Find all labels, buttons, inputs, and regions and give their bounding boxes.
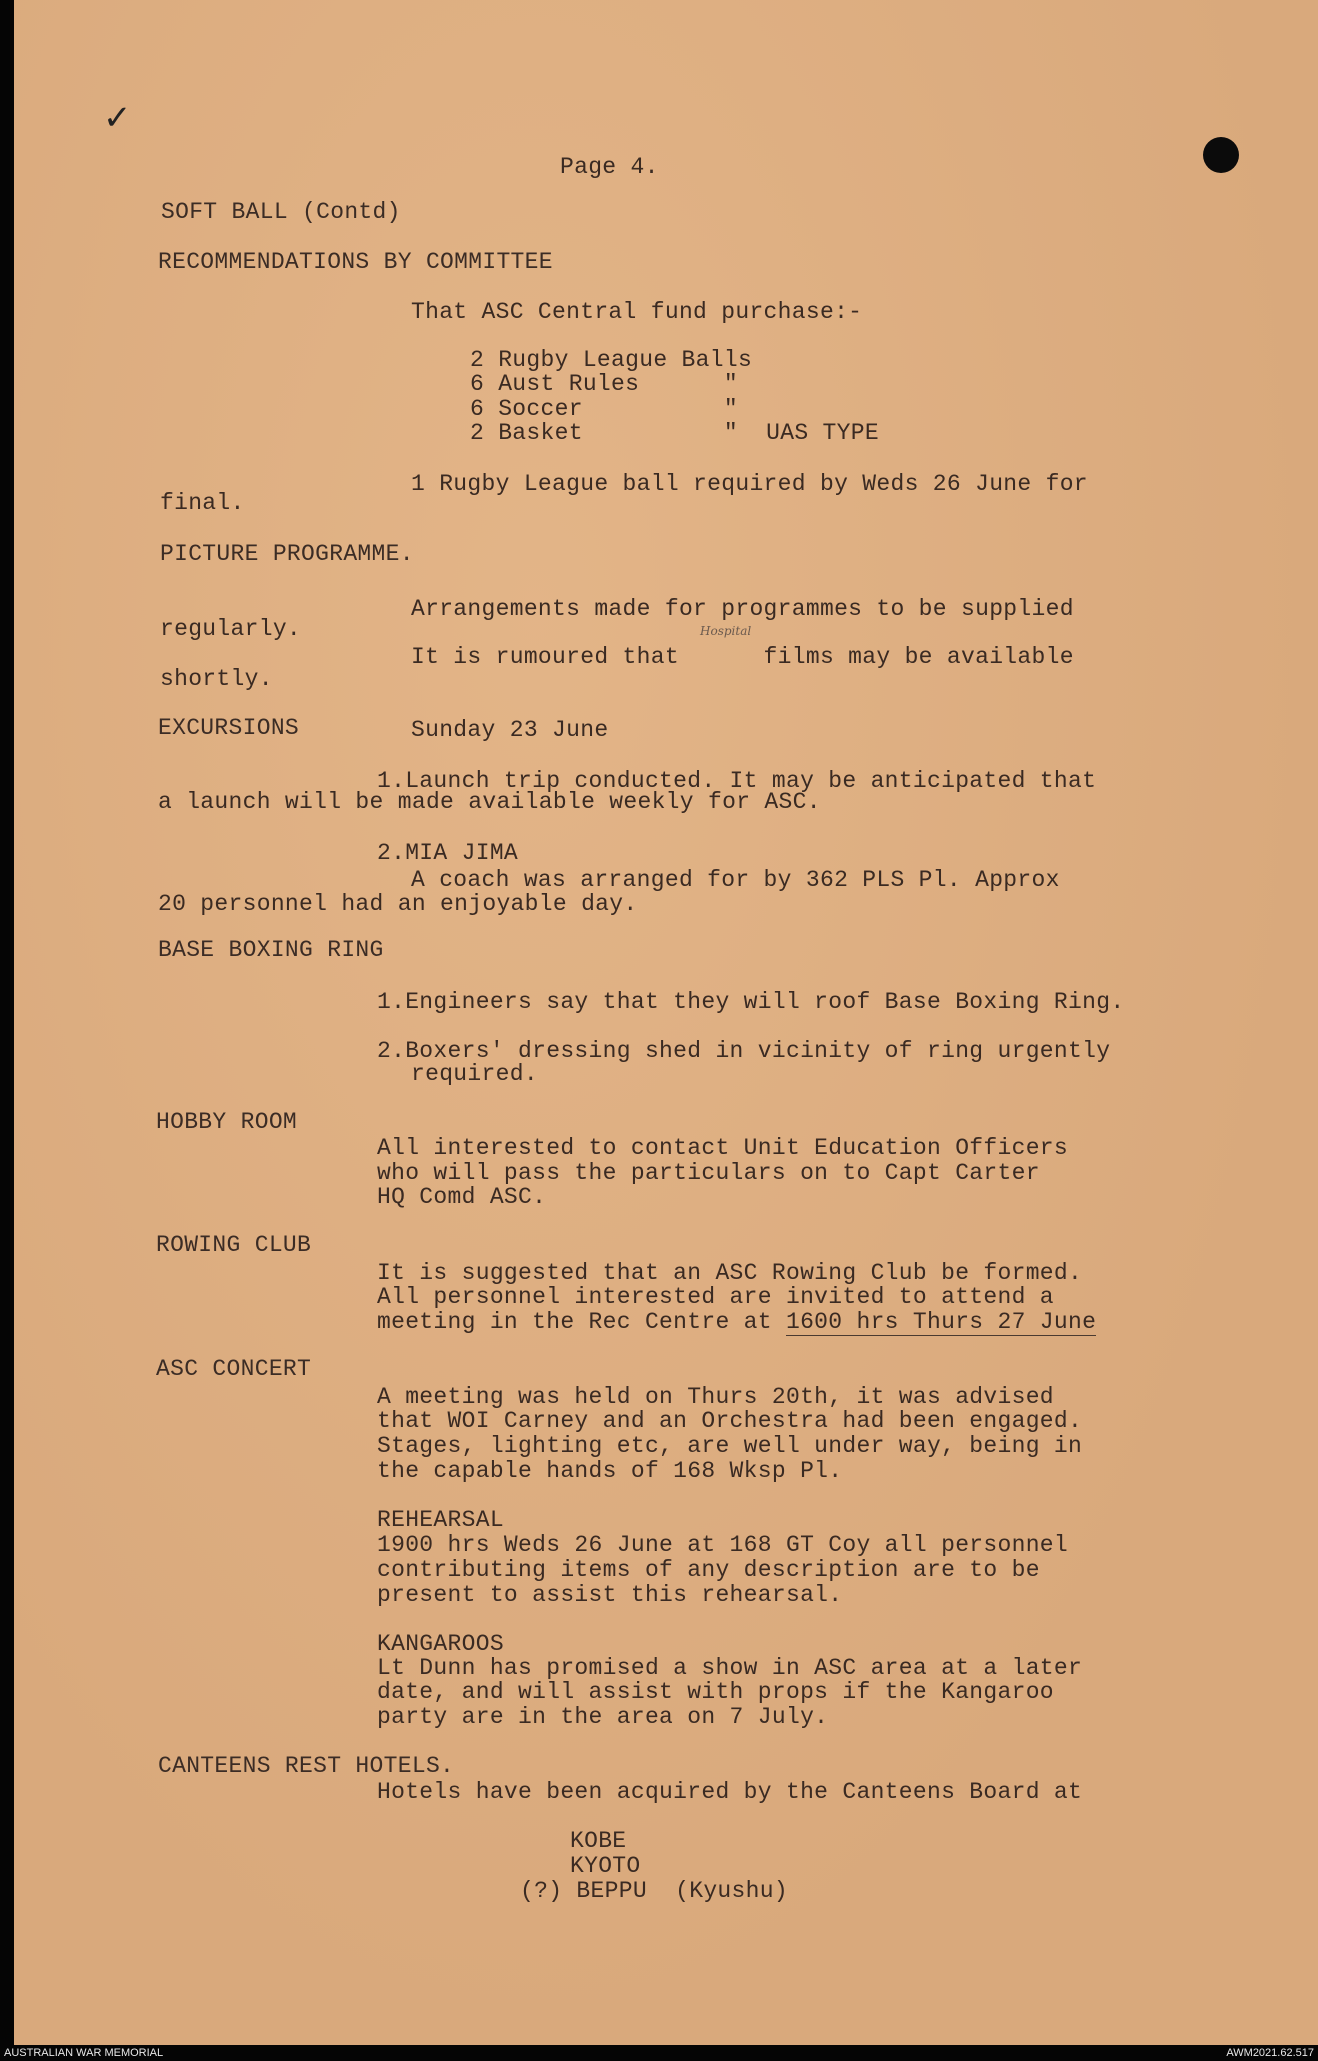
recommendation-note: final. — [160, 490, 245, 516]
asc-concert-text: the capable hands of 168 Wksp Pl. — [377, 1458, 843, 1484]
kangaroos-text: Lt Dunn has promised a show in ASC area at a later — [377, 1655, 1083, 1681]
kangaroos-title: KANGAROOS — [377, 1631, 504, 1657]
recommendations-intro: That ASC Central fund purchase:- — [411, 299, 863, 325]
hotel-location: (?) BEPPU (Kyushu) — [520, 1878, 788, 1904]
rowing-club-heading: ROWING CLUB — [156, 1232, 312, 1258]
purchase-item: 6 Aust Rules " — [470, 371, 738, 397]
excursions-text: 20 personnel had an enjoyable day. — [158, 891, 638, 917]
asc-concert-text: that WOI Carney and an Orchestra had been engaged. — [377, 1408, 1083, 1434]
canteens-text: Hotels have been acquired by the Canteens Board at — [377, 1779, 1083, 1805]
excursions-text: 1.Launch trip conducted. It may be anticipated that — [377, 768, 1097, 794]
soft-ball-heading: SOFT BALL (Contd) — [161, 199, 401, 225]
excursions-date: Sunday 23 June — [411, 717, 609, 743]
rowing-club-text: All personnel interested are invited to attend a — [377, 1284, 1054, 1310]
purchase-item: 2 Basket " UAS TYPE — [470, 420, 879, 446]
kangaroos-text: date, and will assist with props if the Kangaroo — [377, 1679, 1054, 1705]
hobby-room-heading: HOBBY ROOM — [156, 1109, 298, 1135]
punch-hole — [1203, 137, 1239, 173]
recommendation-note: 1 Rugby League ball required by Weds 26 June for — [411, 471, 1088, 497]
recommendations-heading: RECOMMENDATIONS BY COMMITTEE — [158, 249, 553, 275]
canteens-heading: CANTEENS REST HOTELS. — [158, 1753, 455, 1779]
picture-programme-text: Arrangements made for programmes to be supplied — [411, 596, 1074, 622]
hotel-location: KYOTO — [570, 1853, 641, 1879]
archive-credit: AUSTRALIAN WAR MEMORIAL — [4, 2047, 164, 2059]
picture-programme-text: It is rumoured that films may be available — [411, 644, 1074, 670]
picture-programme-text: shortly. — [160, 666, 273, 692]
page-number: Page 4. — [560, 154, 659, 180]
asc-concert-heading: ASC CONCERT — [156, 1356, 312, 1382]
excursions-text: a launch will be made available weekly for ASC. — [158, 789, 821, 815]
picture-programme-heading: PICTURE PROGRAMME. — [160, 541, 414, 567]
rehearsal-text: 1900 hrs Weds 26 June at 168 GT Coy all personnel — [377, 1532, 1069, 1558]
archive-reference: AWM2021.62.517 — [1226, 2047, 1314, 2059]
boxing-text: required. — [411, 1061, 538, 1087]
boxing-heading: BASE BOXING RING — [158, 937, 384, 963]
purchase-item: 6 Soccer " — [470, 396, 738, 422]
meeting-time: 1600 hrs Thurs 27 June — [785, 1309, 1097, 1335]
excursions-text: A coach was arranged for by 362 PLS Pl. Approx — [411, 867, 1060, 893]
hobby-room-text: All interested to contact Unit Education Officers — [377, 1135, 1069, 1161]
purchase-item: 2 Rugby League Balls — [470, 347, 753, 373]
checkmark-mark: ✓ — [103, 98, 132, 138]
rehearsal-text: contributing items of any description are to be — [377, 1557, 1040, 1583]
rehearsal-title: REHEARSAL — [377, 1507, 504, 1533]
boxing-text: 1.Engineers say that they will roof Base Boxing Ring. — [377, 989, 1125, 1015]
kangaroos-text: party are in the area on 7 July. — [377, 1704, 829, 1730]
hobby-room-text: who will pass the particulars on to Capt Carter — [377, 1160, 1040, 1186]
hotel-location: KOBE — [570, 1828, 627, 1854]
rowing-club-text: It is suggested that an ASC Rowing Club be formed. — [377, 1260, 1083, 1286]
hobby-room-text: HQ Comd ASC. — [377, 1184, 547, 1210]
boxing-text: 2.Boxers' dressing shed in vicinity of ring urgently — [377, 1038, 1111, 1064]
rehearsal-text: present to assist this rehearsal. — [377, 1582, 843, 1608]
rowing-club-text: meeting in the Rec Centre at 1600 hrs Thurs 27 June — [377, 1309, 1097, 1335]
excursions-heading: EXCURSIONS — [158, 715, 300, 741]
asc-concert-text: Stages, lighting etc, are well under way, being in — [377, 1433, 1083, 1459]
excursions-text: 2.MIA JIMA — [377, 840, 519, 866]
asc-concert-text: A meeting was held on Thurs 20th, it was advised — [377, 1384, 1054, 1410]
picture-programme-text: regularly. — [160, 616, 302, 642]
pencil-annotation: Hospital — [700, 624, 752, 638]
